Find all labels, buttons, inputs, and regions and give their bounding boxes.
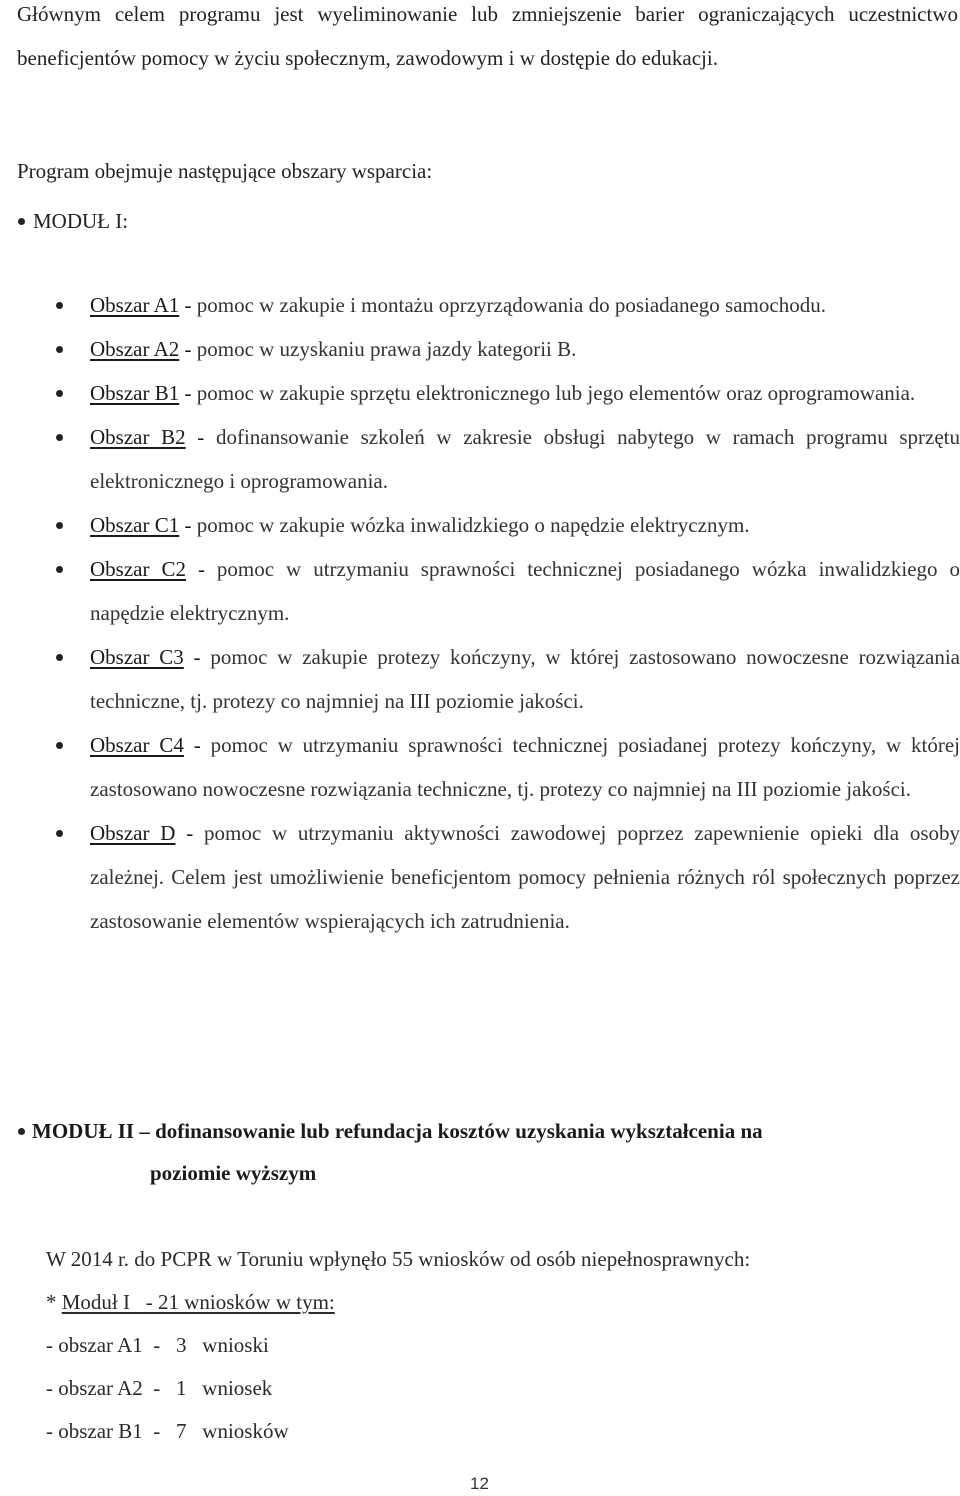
area-description: pomoc w zakupie sprzętu elektronicznego lub jego elementów oraz oprogramowania. — [196, 381, 916, 405]
area-name: Obszar D — [90, 821, 176, 845]
module1-label: MODUŁ I: — [33, 209, 129, 233]
area-description: pomoc w zakupie i montażu oprzyrządowania do posiadanego samochodu. — [196, 293, 826, 317]
intro-paragraph: Głównym celem programu jest wyeliminowanie lub zmniejszenie barier ograniczających uczestnictwo beneficjentów pomocy w życiu społecznym, zawodowym i w dostępie do edukacji. — [17, 2, 958, 70]
area-description: pomoc w utrzymaniu aktywności zawodowej poprzez zapewnienie opieki dla osoby zależnej. Celem jest umożliwienie beneficjentom pomocy pełnienia różnych ról społecznych poprzez zastosowanie elementów wspierających ich zatrudnienia. — [90, 821, 960, 933]
bullet-icon — [18, 218, 25, 225]
program-header: Program obejmuje następujące obszary wsparcia: — [17, 159, 433, 183]
list-item — [56, 503, 960, 547]
area-description: pomoc w zakupie wózka inwalidzkiego o napędzie elektrycznym. — [196, 513, 750, 537]
bullet-icon — [56, 522, 63, 529]
summary-row: - obszar A1 - 3 wnioski — [46, 1333, 269, 1357]
area-name: Obszar C3 — [90, 645, 184, 669]
summary-intro: W 2014 r. do PCPR w Toruniu wpłynęło 55 wniosków od osób niepełnosprawnych: — [46, 1247, 751, 1271]
list-item — [56, 415, 960, 503]
module1-count: Moduł I - 21 wniosków w tym: — [61, 1290, 335, 1314]
area-description: pomoc w uzyskaniu prawa jazdy kategorii B. — [196, 337, 577, 361]
bullet-icon — [18, 1128, 25, 1135]
area-name: Obszar B1 — [90, 381, 180, 405]
page-number: 12 — [470, 1474, 489, 1493]
list-item — [56, 547, 960, 635]
summary-row: - obszar B1 - 7 wniosków — [46, 1419, 289, 1443]
area-name: Obszar A1 — [90, 293, 180, 317]
bullet-icon — [56, 302, 63, 309]
summary-row: - obszar A2 - 1 wniosek — [46, 1376, 273, 1400]
area-name: Obszar C1 — [90, 513, 180, 537]
area-description: pomoc w zakupie protezy kończyny, w której zastosowano nowoczesne rozwiązania techniczne, tj. protezy co najmniej na III poziomie jakości. — [90, 645, 960, 713]
area-dash: - — [185, 557, 217, 581]
bullet-icon — [56, 654, 63, 661]
area-dash: - — [185, 425, 216, 449]
bullet-icon — [56, 830, 63, 837]
bullet-icon — [56, 434, 63, 441]
list-item — [56, 283, 960, 327]
list-item — [56, 327, 960, 371]
applications-summary — [46, 1238, 946, 1453]
list-item — [56, 635, 960, 723]
bullet-icon — [56, 566, 63, 573]
module2-title: MODUŁ II – dofinansowanie lub refundacja kosztów uzyskania wykształcenia na — [32, 1119, 763, 1143]
asterisk-marker: * — [46, 1290, 62, 1314]
area-name: Obszar A2 — [90, 337, 180, 361]
list-item — [56, 723, 960, 811]
area-dash: - — [183, 733, 211, 757]
area-description: pomoc w utrzymaniu sprawności technicznej posiadanego wózka inwalidzkiego o napędzie elektrycznym. — [90, 557, 960, 625]
bullet-icon — [56, 742, 63, 749]
area-dash: - — [179, 293, 197, 317]
area-description: dofinansowanie szkoleń w zakresie obsługi nabytego w ramach programu sprzętu elektronicznego i oprogramowania. — [90, 425, 960, 493]
module2-title-continuation: poziomie wyższym — [150, 1161, 317, 1185]
area-dash: - — [179, 337, 197, 361]
area-name: Obszar B2 — [90, 425, 186, 449]
area-dash: - — [179, 381, 197, 405]
area-description: pomoc w utrzymaniu sprawności technicznej posiadanej protezy kończyny, w której zastosowano nowoczesne rozwiązania techniczne, tj. protezy co najmniej na III poziomie jakości. — [90, 733, 960, 801]
bullet-icon — [56, 390, 63, 397]
bullet-icon — [56, 346, 63, 353]
area-dash: - — [179, 513, 197, 537]
area-name: Obszar C2 — [90, 557, 186, 581]
support-area-list — [56, 283, 960, 943]
list-item — [56, 811, 960, 943]
area-name: Obszar C4 — [90, 733, 184, 757]
module1-heading — [18, 200, 128, 243]
list-item — [56, 371, 960, 415]
summary-module1-line — [46, 1281, 946, 1324]
area-dash: - — [175, 821, 204, 845]
area-dash: - — [183, 645, 211, 669]
